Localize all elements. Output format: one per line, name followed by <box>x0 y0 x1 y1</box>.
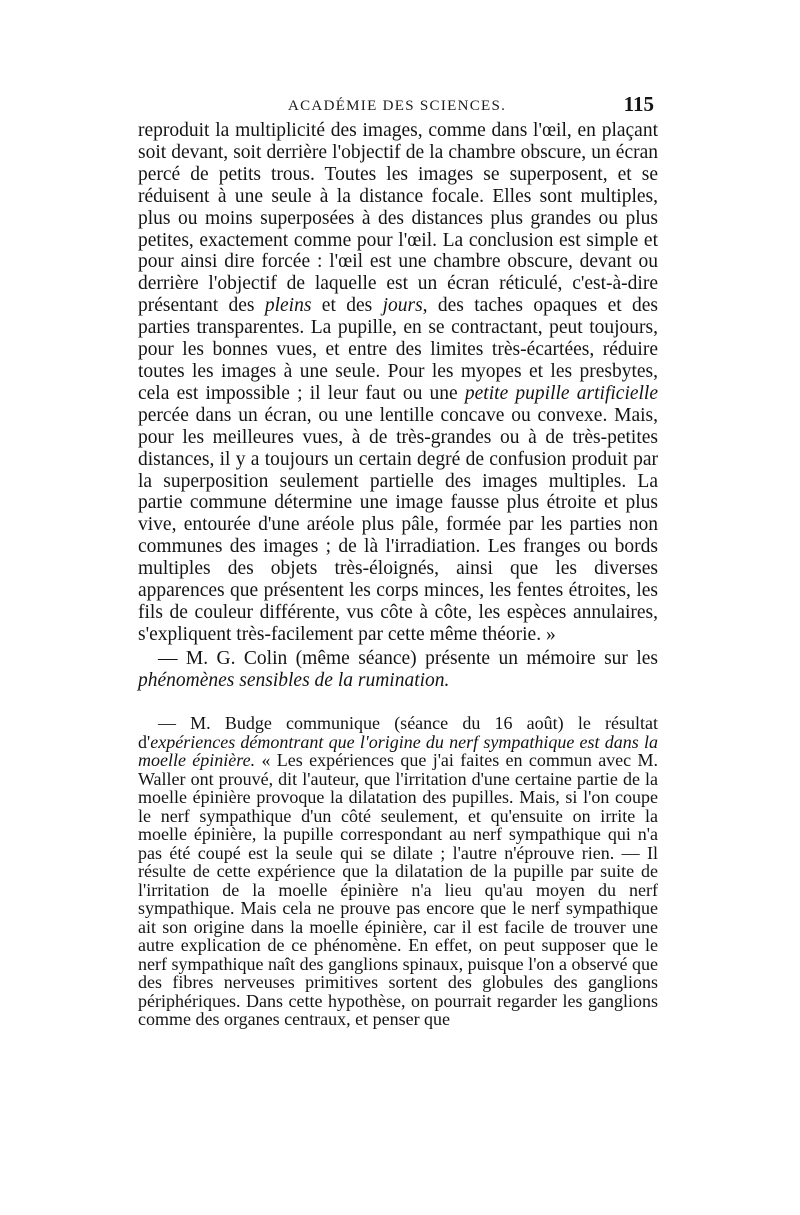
italic-term-pupille: petite pupille artificielle <box>464 382 659 404</box>
text-run: percée dans un écran, ou une lentille concave ou convexe. Mais, pour les meilleures vues, à de très-grandes ou à de très-petites distances, il y a toujours un certain degré de confusion produit par la superposition seulement partielle des images multiples. La partie commune détermine une image fausse plus étroite et plus vive, entourée d'une aréole plus pâle, formée par les parties non communes des images ; de là l'irradiation. Les franges ou bords multiples des objets très-éloignés, ainsi que les diverses apparences que présentent les corps minces, les fentes étroites, les fils de couleur différente, vus côte à côte, les espèces annulaires, s'expliquent très-facilement par cette même théorie. » <box>138 404 658 645</box>
paragraph-colin <box>138 648 658 692</box>
text-run: — M. Budge communique (séance du 16 août) le résultat d' <box>138 713 658 752</box>
paragraph-optics-continuation <box>138 120 658 646</box>
text-run: reproduit la multiplicité des images, comme dans l'œil, en plaçant soit devant, soit derrière l'objectif de la chambre obscure, un écran percé de petits trous. Toutes les images se superposent, et se réduisent à une seule à la distance focale. Elles sont multiples, plus ou moins superposées à des distances plus grandes ou plus petites, exactement comme pour l'œil. La conclusion est simple et pour ainsi dire forcée : l'œil est une chambre obscure, devant ou derrière l'objectif de laquelle est un écran réticulé, c'est-à-dire présentant des <box>138 120 658 317</box>
lower-text-block <box>138 714 658 1029</box>
text-run: « Les expériences que j'ai faites en commun avec M. Waller ont prouvé, dit l'auteur, que l'irritation d'une certaine partie de la moelle épinière provoque la dilatation des pupilles. Mais, si l'on coupe le nerf sympathique d'un côté seulement, et qu'ensuite on irrite la moelle épinière, la pupille correspondant au nerf sympathique qui n'a pas été coupé est la seule qui se dilate ; l'autre n'éprouve rien. — Il résulte de cette expérience que la dilatation de la pupille par suite de l'irritation de la moelle épinière n'a lieu qu'au moyen du nerf sympathique. Mais cela ne prouve pas encore que le nerf sympathique ait son origine dans la moelle épinière, car il est facile de trouver une autre explication de ce phénomène. En effet, on peut supposer que le nerf sympathique naît des ganglions spinaux, puisque l'on a observé que des fibres nerveuses primitives sortent des globules des ganglions périphériques. Dans cette hypothèse, on pourrait regarder les ganglions comme des organes centraux, et penser que <box>138 750 658 1029</box>
italic-term-pleins: pleins <box>264 295 312 317</box>
paragraph-budge <box>138 714 658 1029</box>
text-run: — M. G. Colin (même séance) présente un mémoire sur les <box>158 647 658 669</box>
italic-memoir-title: phénomènes sensibles de la rumination. <box>138 669 450 691</box>
text-run: et des <box>311 295 383 317</box>
text-run: , des taches opaques et des parties transparentes. La pupille, en se contractant, peut toujours, pour les bonnes vues, et entre des limites très-écartées, réduire toutes les images à une seule. Pour les myopes et les presbytes, cela est impossible ; il leur faut ou une <box>138 295 658 404</box>
page-number: 115 <box>623 92 654 116</box>
italic-term-jours: jours <box>382 295 423 317</box>
upper-text-block <box>138 120 658 692</box>
italic-experiment-title: expériences démontrant que l'origine du nerf sympathique est dans la moelle épinière. <box>138 731 658 770</box>
header-title: ACADÉMIE DES SCIENCES. <box>288 98 507 114</box>
running-head <box>138 92 658 120</box>
